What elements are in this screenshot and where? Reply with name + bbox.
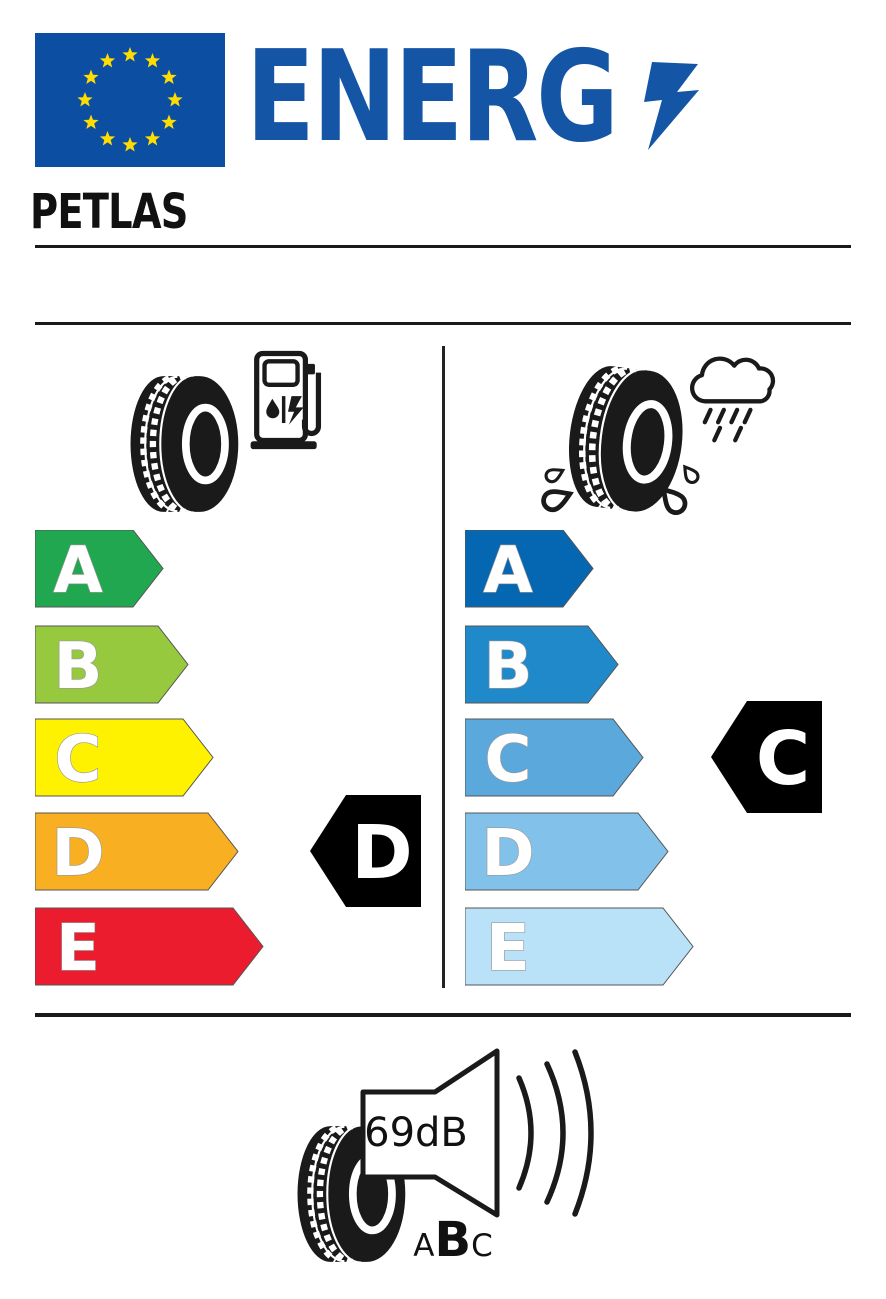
energ-logo-text: ENERG <box>246 23 617 170</box>
brand-name: PETLAS <box>30 184 188 240</box>
svg-text:C: C <box>755 716 811 802</box>
divider-line-middle <box>35 322 851 325</box>
svg-text:E: E <box>56 912 100 986</box>
svg-text:C: C <box>54 723 102 797</box>
wet-grip-rating-indicator <box>711 701 823 814</box>
fuel-grade-c <box>35 719 213 797</box>
noise-class-a: A <box>413 1228 435 1264</box>
tire-icon <box>126 374 240 514</box>
svg-text:A: A <box>53 534 103 608</box>
svg-text:B: B <box>53 630 103 704</box>
svg-text:B: B <box>483 630 533 704</box>
svg-text:D: D <box>481 817 535 891</box>
noise-class-c: C <box>471 1228 493 1264</box>
svg-text:C: C <box>484 723 532 797</box>
svg-text:A: A <box>483 534 533 608</box>
rain-cloud-icon <box>680 350 780 445</box>
noise-class-b-selected: B <box>434 1212 472 1268</box>
wet-grip-scale <box>465 530 705 986</box>
fuel-grade-d <box>35 813 238 891</box>
svg-text:D: D <box>351 810 413 896</box>
svg-text:E: E <box>486 912 530 986</box>
fuel-efficiency-scale <box>35 530 275 986</box>
fuel-pump-icon <box>246 350 330 450</box>
svg-text:D: D <box>51 817 105 891</box>
divider-line-top <box>35 245 851 248</box>
rain-lines <box>705 410 751 440</box>
divider-line-bottom <box>35 1013 851 1017</box>
fuel-grade-a <box>35 530 163 608</box>
lightning-bolt-icon <box>640 62 704 152</box>
column-divider <box>442 346 445 988</box>
wet-grade-c <box>465 719 643 797</box>
fuel-grade-e <box>35 908 263 986</box>
sound-wave-arcs <box>519 1052 591 1214</box>
fuel-efficiency-rating-indicator <box>310 795 422 908</box>
fuel-grade-b <box>35 626 188 704</box>
wet-grade-a <box>465 530 593 608</box>
wet-grade-d <box>465 813 668 891</box>
eu-flag <box>35 33 225 167</box>
wet-grade-b <box>465 626 618 704</box>
noise-decibel-value: 69dB <box>364 1110 468 1156</box>
wet-grade-e <box>465 908 693 986</box>
noise-class-scale <box>393 1213 513 1278</box>
